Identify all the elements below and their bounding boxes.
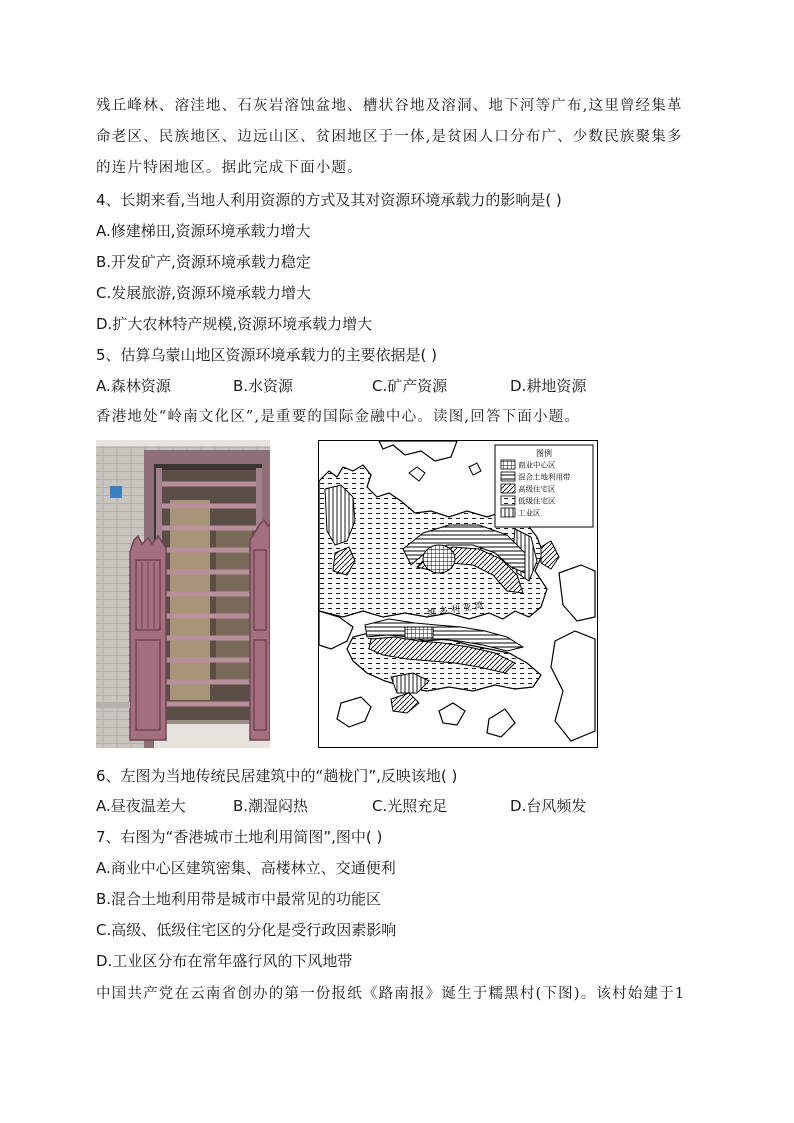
intro-line-2: 命老区、民族地区、边远山区、贫困地区于一体,是贫困人口分布广、少数民族聚集多 (96, 129, 683, 145)
bay-label: 维 多 利 亚 湾 (426, 601, 485, 619)
q7-option-b: B.混合土地利用带是城市中最常见的功能区 (96, 890, 382, 908)
q6-stem: 6、左图为当地传统民居建筑中的“趟栊门”,反映该地( ) (96, 767, 458, 785)
hk-intro: 香港地处“岭南文化区”,是重要的国际金融中心。读图,回答下面小题。 (96, 409, 581, 425)
intro-line-1: 残丘峰林、溶洼地、石灰岩溶蚀盆地、槽状谷地及溶洞、地下河等广布,这里曾经集革 (96, 98, 683, 114)
intro-line-3: 的连片特困地区。据此完成下面小题。 (96, 160, 363, 176)
q4-option-c: C.发展旅游,资源环境承载力增大 (96, 284, 312, 302)
q6-option-b: B.潮湿闷热 (233, 797, 309, 815)
legend-item-cbd: 商业中心区 (518, 460, 556, 470)
q7-option-a: A.商业中心区建筑密集、高楼林立、交通便利 (96, 859, 396, 877)
legend-item-industrial: 工业区 (518, 508, 541, 518)
q4-option-d: D.扩大农林特产规模,资源环境承载力增大 (96, 315, 373, 333)
q4-option-a: A.修建梯田,资源环境承载力增大 (96, 222, 311, 240)
q6-option-a: A.昼夜温差大 (96, 797, 186, 815)
q5-option-d: D.耕地资源 (510, 377, 587, 395)
legend-item-low-residential: 低级住宅区 (518, 496, 556, 506)
q5-stem: 5、估算乌蒙山地区资源环境承载力的主要依据是( ) (96, 346, 438, 364)
q5-option-a: A.森林资源 (96, 377, 171, 395)
q4-option-b: B.开发矿产,资源环境承载力稳定 (96, 253, 311, 271)
legend-item-high-residential: 高级住宅区 (518, 484, 556, 494)
legend-title: 图例 (536, 449, 552, 458)
door-photo (96, 440, 270, 748)
q6-option-c: C.光照充足 (372, 797, 448, 815)
q6-option-d: D.台风频发 (510, 797, 587, 815)
q7-option-c: C.高级、低级住宅区的分化是受行政因素影响 (96, 921, 397, 939)
hk-land-use-map (318, 440, 598, 748)
q4-stem: 4、长期来看,当地人利用资源的方式及其对资源环境承载力的影响是( ) (96, 191, 562, 209)
q7-option-d: D.工业区分布在常年盛行风的下风地带 (96, 952, 353, 970)
q7-stem: 7、右图为“香港城市土地利用简图”,图中( ) (96, 828, 383, 846)
q5-option-b: B.水资源 (233, 377, 294, 395)
footer-intro: 中国共产党在云南省创办的第一份报纸《路南报》诞生于糯黑村(下图)。该村始建于1 (96, 986, 686, 1002)
q5-option-c: C.矿产资源 (372, 377, 448, 395)
legend-item-mixed: 混合土地利用带 (518, 472, 571, 482)
